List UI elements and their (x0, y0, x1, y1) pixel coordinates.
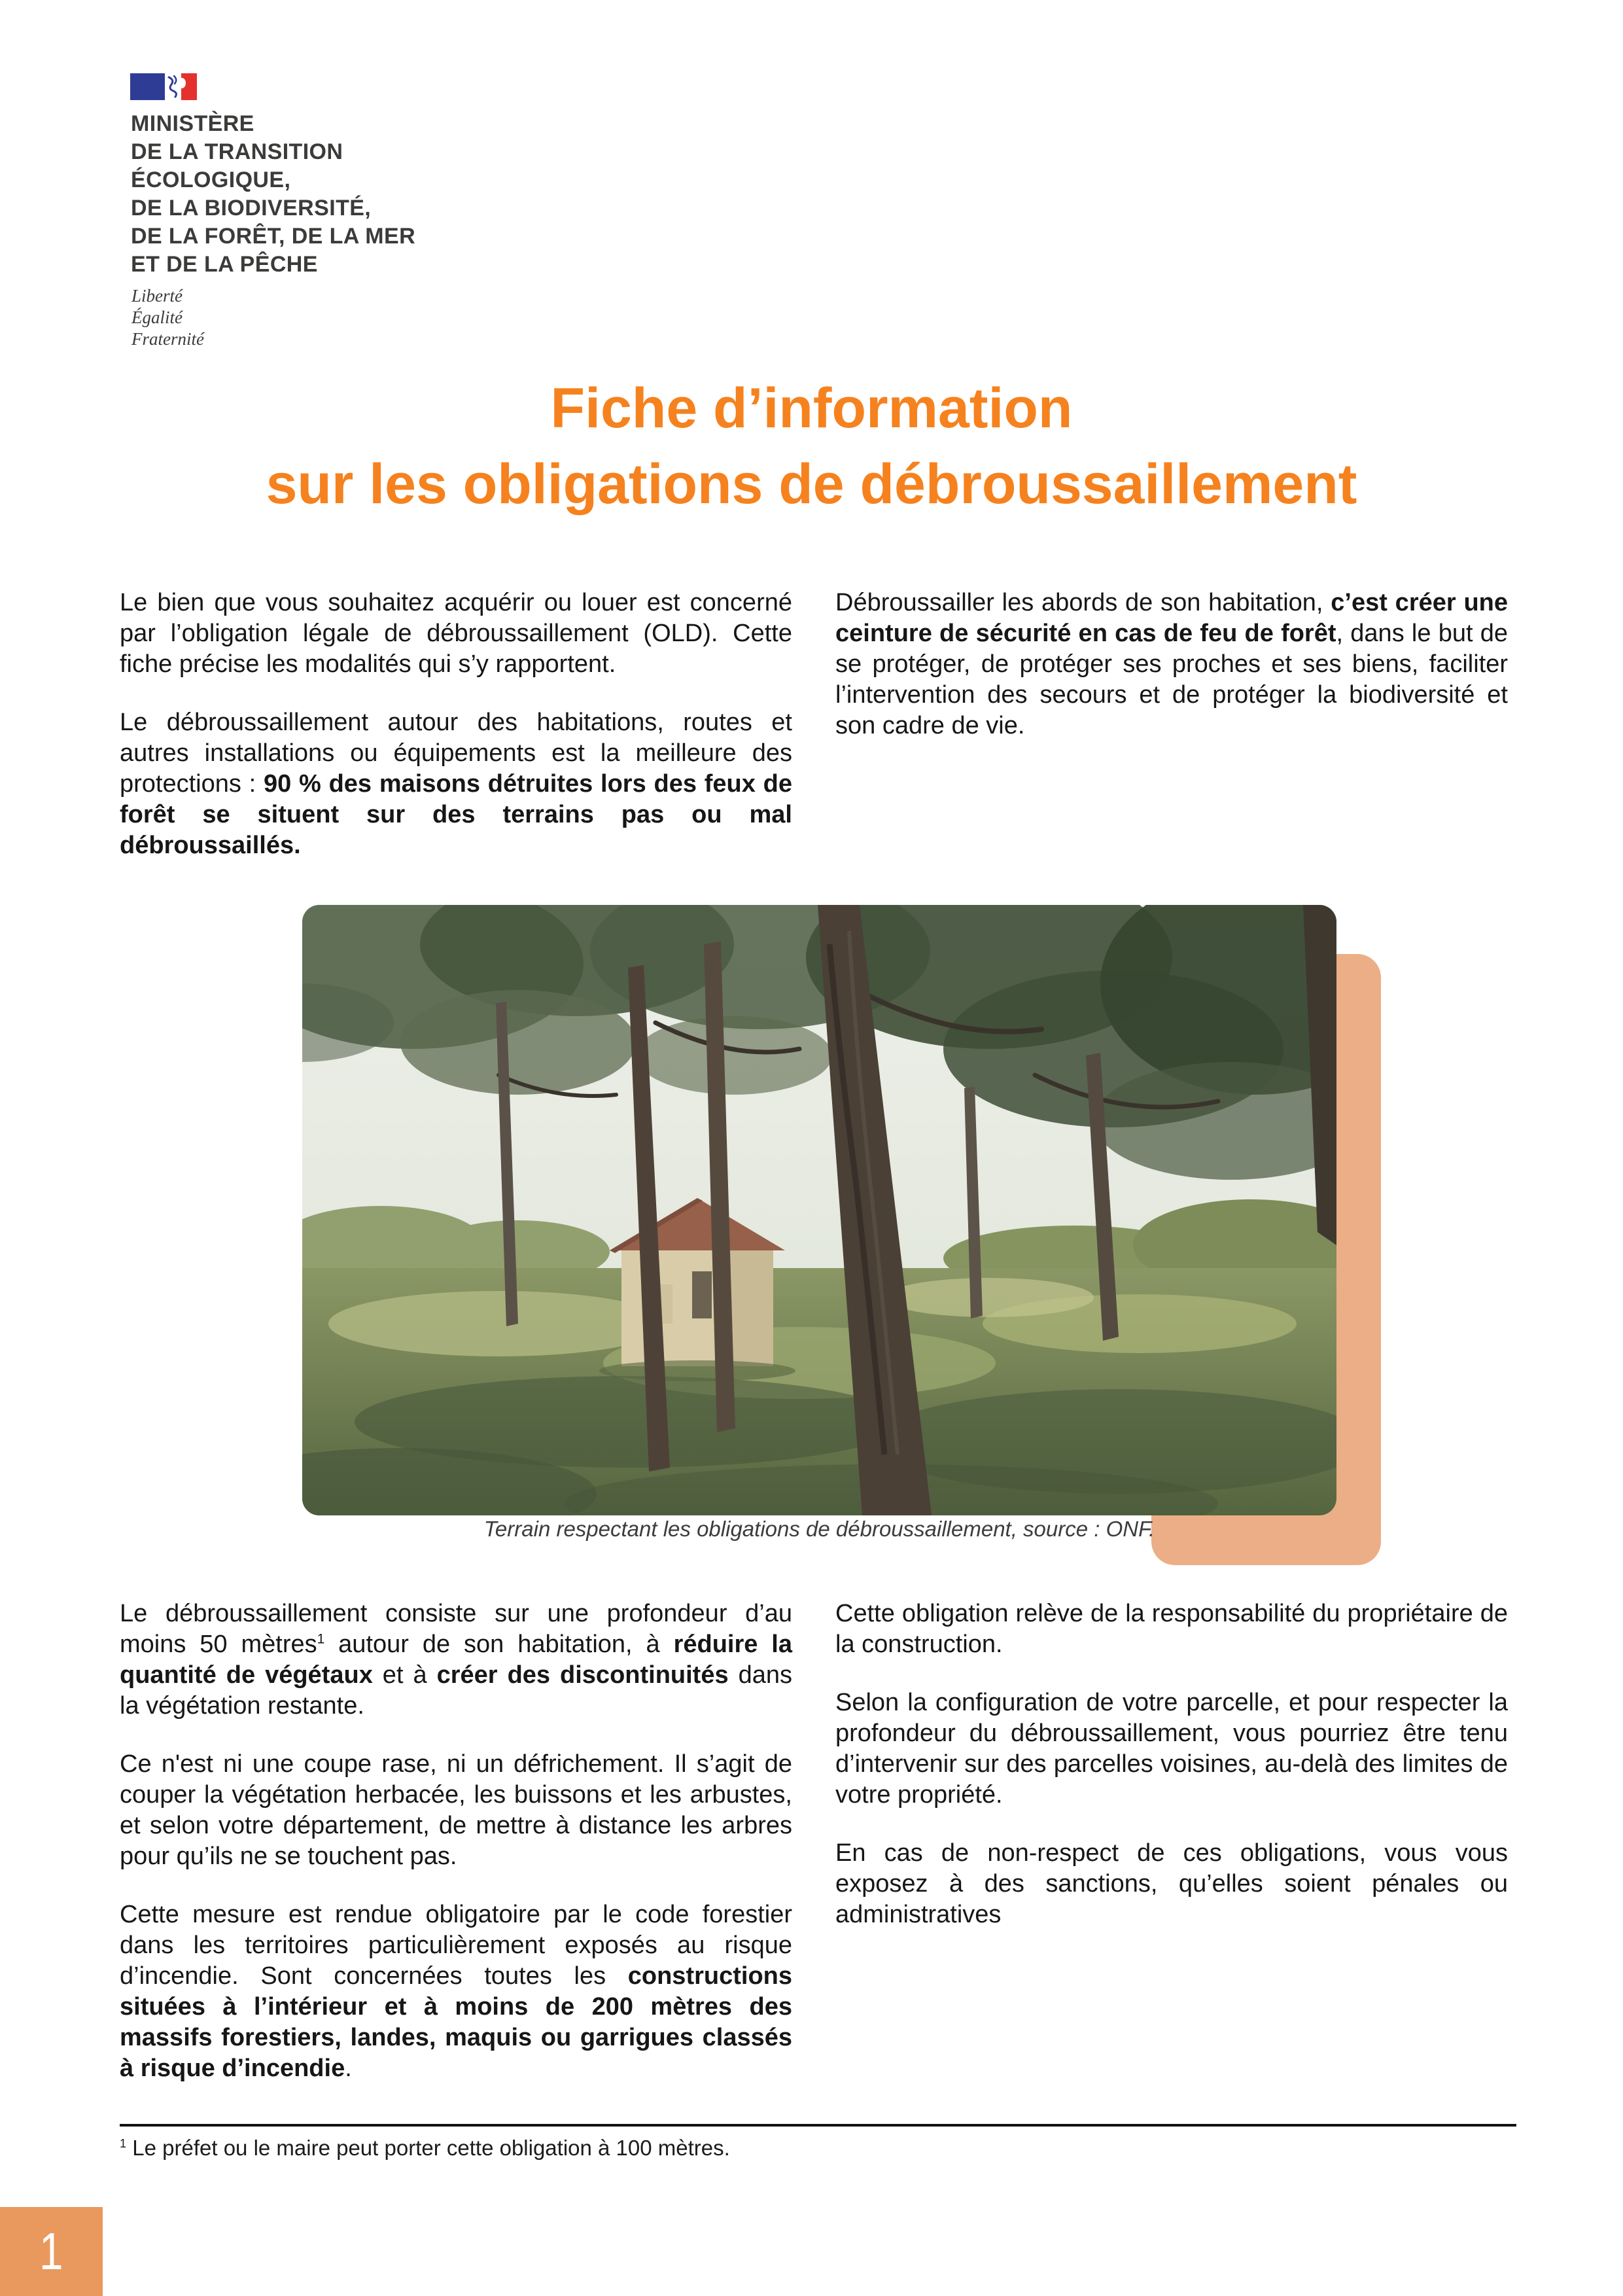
paragraph: Ce n'est ni une coupe rase, ni un défrichement. Il s’agit de couper la végétation herbacée, les buissons et les arbustes, et selon votre département, de mettre à distance les arbres pour qu’ils ne se touchent pas. (120, 1750, 792, 1870)
intro-left-column (120, 588, 792, 861)
flag-blue-band (130, 73, 165, 100)
grass-shadows (302, 1376, 1336, 1515)
terrain-illustration (302, 905, 1336, 1515)
ministry-line: DE LA TRANSITION (131, 139, 343, 164)
terrain-photo (302, 905, 1336, 1515)
paragraph: Le débroussaillement autour des habitations, routes et autres installations ou équipements est la meilleure des protections : 90 % des maisons détruites lors des feux de forêt se situent sur des terrains pas ou mal débroussaillés. (120, 709, 792, 859)
page-number-box (0, 2207, 103, 2296)
paragraph: Cette obligation relève de la responsabilité du propriétaire de la construction. (835, 1600, 1508, 1658)
ministry-line: ET DE LA PÊCHE (131, 252, 318, 277)
flag-red-band (181, 73, 197, 100)
ministry-line: MINISTÈRE (131, 111, 254, 136)
paragraph: En cas de non-respect de ces obligations, vous vous exposez à des sanctions, qu’elles soient pénales ou administratives (835, 1839, 1508, 1928)
motto-line: Fraternité (131, 329, 204, 349)
paragraph: Le bien que vous souhaitez acquérir ou louer est concerné par l’obligation légale de débroussaillement (OLD). Cette fiche précise les modalités qui s’y rapportent. (120, 589, 792, 678)
intro-right-column (835, 588, 1508, 741)
republic-motto (131, 285, 204, 350)
french-flag-logo (130, 73, 197, 100)
photo-caption: Terrain respectant les obligations de débroussaillement, source : ONF. (483, 1517, 1155, 1541)
footnote-divider (120, 2124, 1516, 2127)
paragraph: Selon la configuration de votre parcelle, et pour respecter la profondeur du débroussaillement, vous pourriez être tenu d’intervenir sur des parcelles voisines, au-delà des limites de votre propriété. (835, 1689, 1508, 1809)
flag-notch (178, 78, 186, 88)
ministry-line: DE LA BIODIVERSITÉ, (131, 196, 372, 221)
body-left-column (120, 1598, 792, 2084)
ministry-name (131, 110, 415, 279)
ministry-line: ÉCOLOGIQUE, (131, 168, 291, 192)
motto-line: Égalité (131, 308, 183, 327)
page-number: 1 (39, 2222, 63, 2280)
page-title-line2: sur les obligations de débroussaillement (266, 453, 1357, 516)
paragraph: Le débroussaillement consiste sur une profondeur d’au moins 50 mètres$^1$ autour de son habitation, à réduire la quantité de végétaux et à créer des discontinuités dans la végétation restante. (120, 1600, 793, 1720)
page-title-line1: Fiche d’information (550, 377, 1073, 440)
ministry-line: DE LA FORÊT, DE LA MER (131, 224, 416, 249)
page-title (0, 370, 1623, 522)
motto-line: Liberté (131, 286, 183, 306)
footnote: $^1$ Le préfet ou le maire peut porter cette obligation à 100 mètres. (120, 2136, 730, 2160)
body-right-column (835, 1598, 1508, 1930)
paragraph: Cette mesure est rendue obligatoire par le code forestier dans les territoires particulièrement exposés au risque d’incendie. Sont concernées toutes les constructions situées à l’intérieur et à moins de 200 mètres des massifs forestiers, landes, maquis ou garrigues classés à risque d’incendie. (120, 1901, 792, 2082)
paragraph: Débroussailler les abords de son habitation, c’est créer une ceinture de sécurité en cas de feu de forêt, dans le but de se protéger, de protéger ses proches et ses biens, faciliter l’intervention des secours et de protéger la biodiversité et son cadre de vie. (835, 589, 1509, 739)
